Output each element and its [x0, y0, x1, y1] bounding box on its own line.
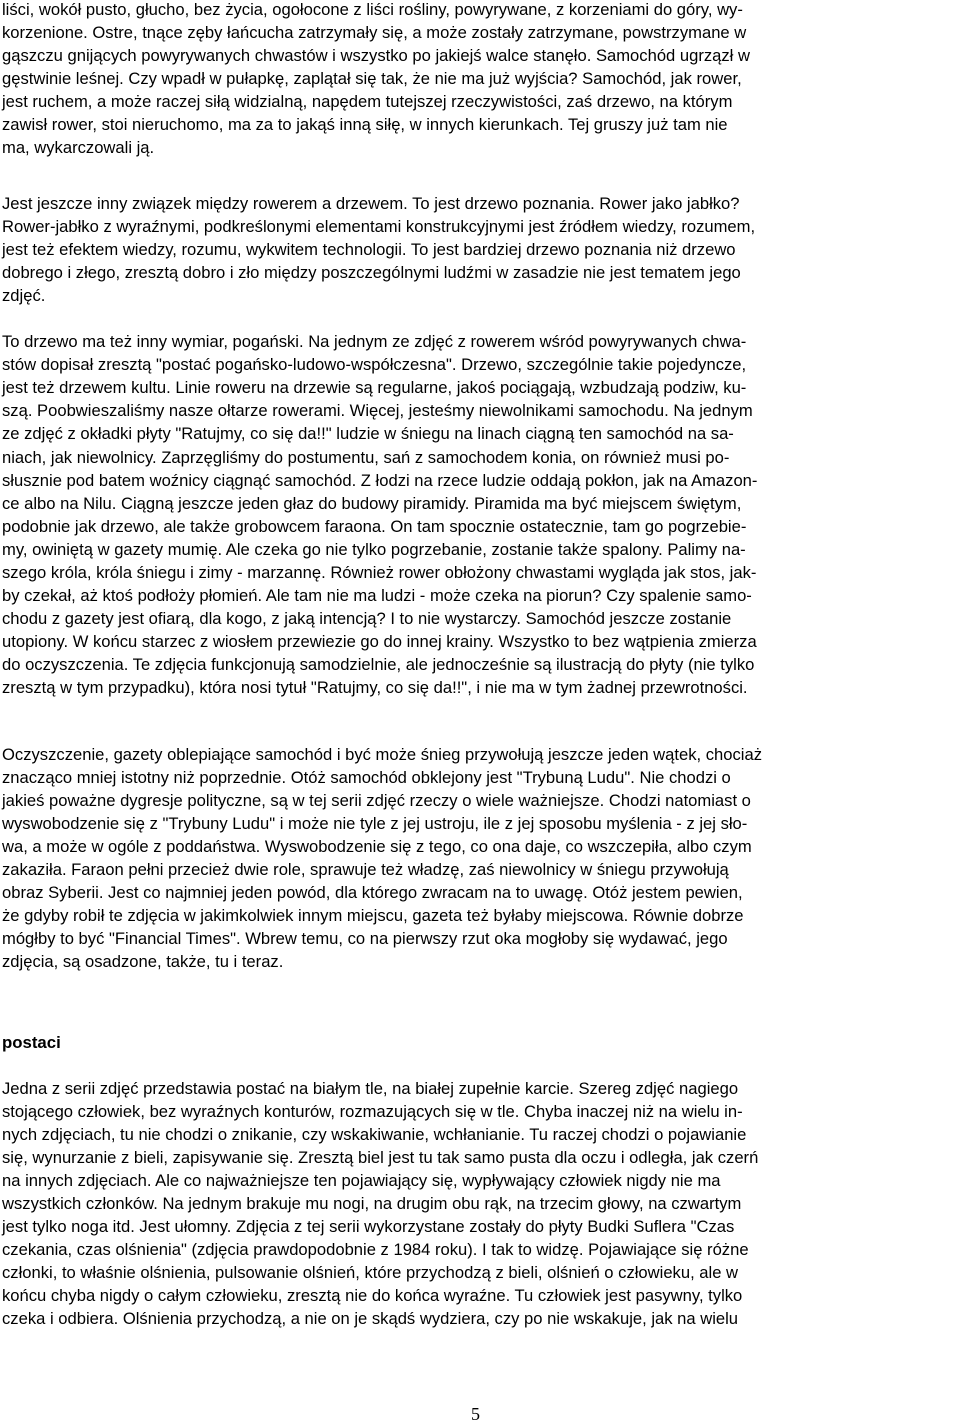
page-number: 5: [471, 1404, 480, 1424]
paragraph-1: liści, wokół pusto, głucho, bez życia, ogołocone z liści rośliny, powyrywane, z korzeniami do góry, wy- korzenione. Ostre, tnące zęby łańcucha zatrzymały się, a może zostały zatrzymane, powstrzymane w gąszczu gnijących powyrywanych chwastów i wszystko po jakiejś walce stanęło. Samochód ugrzązł w gęstwinie leśnej. Czy wpadł w pułapkę, zaplątał się tak, że nie ma już wyjścia? Samochód, jak rower, jest ruchem, a może raczej siłą widzialną, napędem tutejszej rzeczywistości, zaś drzewo, na którym zawisł rower, stoi nieruchomo, ma za to jakąś inną siłę, w innych kierunkach. Tej gruszy już tam nie ma, wykarczowali ją.: [2, 0, 750, 158]
section-heading: postaci: [2, 1033, 61, 1052]
paragraph-3: Oczyszczenie, gazety oblepiające samochód i być może śnieg przywołują jeszcze jeden wątek, chociaż znacząco mniej istotny niż poprzednie. Otóż samochód obklejony jest "Trybuną Ludu". Nie chodzi o jakieś poważne dygresje polityczne, są w tej serii zdjęć rzeczy o wiele ważniejsze. Chodzi natomiast o wyswobodzenie się z "Trybuny Ludu" i może nie tyle z jej ustroju, ile z jej sposobu myślenia - z jej sło- wa, a może w ogóle z poddaństwa. Wyswobodzenie się z tego, co ona daje, co wszczepiła, albo czym zakaziła. Faraon pełni przecież dwie role, sprawuje też władzę, zaś niewolnicy w śniegu przywołują obraz Syberii. Jest co najmniej jeden powód, dla którego zwracam na to uwagę. Otóż jestem pewien, że gdyby robił te zdjęcia w jakimkolwiek innym miejscu, gazeta też byłaby miejscowa. Równie dobrze mógłby to być "Financial Times". Wbrew temu, co na pierwszy rzut oka mogłoby się wydawać, jego zdjęcia, są osadzone, także, tu i teraz.: [2, 745, 762, 972]
section-paragraph: Jedna z serii zdjęć przedstawia postać na białym tle, na białej zupełnie karcie. Szereg zdjęć nagiego stojącego człowiek, bez wyraźnych konturów, rozmazujących się w tle. Chyba inaczej niż na wielu in- nych zdjęciach, tu nie chodzi o znikanie, czy wskakiwanie, wchłanianie. Tu raczej chodzi o pojawianie się, wynurzanie z bieli, zapisywanie się. Zresztą biel jest tu tak samo pusta dla oczu i odległa, jak czerń na innych zdjęciach. Ale co najważniejsze ten pojawiający się, wypływający człowiek nigdy nie ma wszystkich członków. Na jednym brakuje mu nogi, na drugim obu rąk, na trzecim głowy, na czwartym jest tylko noga itd. Jest ułomny. Zdjęcia z tej serii wykorzystane zostały do płyty Budki Suflera "Czas czekania, czas olśnienia" (zdjęcia prawdopodobnie z 1984 roku). I tak to widzę. Pojawiające się różne członki, to właśnie olśnienia, pulsowanie olśnień, które przychodzą z bieli, olśnień o człowieku, ale w końcu chyba nigdy o całym człowieku, zresztą nie do końca wyraźne. Tu człowiek jest pasywny, tylko czeka i odbiera. Olśnienia przychodzą, a nie on je skądś wydziera, czy po nie wskakuje, jak na wielu: [2, 1079, 759, 1329]
paragraph-2: Jest jeszcze inny związek między rowerem a drzewem. To jest drzewo poznania. Rower jako jabłko? Rower-jabłko z wyraźnymi, podkreślonymi elementami konstrukcyjnymi jest źródłem wiedzy, rozumem, jest też efektem wiedzy, rozumu, wykwitem technologii. To jest bardziej drzewo poznania niż drzewo dobrego i złego, zresztą dobro i zło między poszczególnymi ludźmi w zasadzie nie jest tematem jego zdjęć. To drzewo ma też inny wymiar, pogański. Na jednym ze zdjęć z rowerem wśród powyrywanych chwa- stów dopisał zresztą "postać pogańsko-ludowo-współczesna". Drzewo, szczególnie takie pojedyncze, jest też drzewem kultu. Linie roweru na drzewie są regularne, jakoś pociągają, wzbudzają podziw, ku- szą. Poobwieszaliśmy nasze ołtarze rowerami. Więcej, jesteśmy niewolnikami samochodu. Na jednym ze zdjęć z okładki płyty "Ratujmy, co się da!!" ludzie w śniegu na linach ciągną ten samochód na sa- niach, jak niewolnicy. Zaprzęgliśmy do postumentu, sań z samochodem konia, on również musi po- słusznie pod batem woźnicy ciągnąć samochód. Z łodzi na rzece ludzie oddają pokłon, jak na Amazon- ce albo na Nilu. Ciągną jeszcze jeden głaz do budowy piramidy. Piramida ma być miejscem świętym, podobnie jak drzewo, ale także grobowcem faraona. On tam spocznie ostatecznie, tam go pogrzebie- my, owiniętą w gazety mumię. Ale czeka go nie tylko pogrzebanie, zostanie także spalony. Palimy na- szego króla, króla śniegu i zimy - marzannę. Również rower obłożony chwastami wygląda jak stos, jak- by czekał, aż ktoś podłoży płomień. Ale tam nie ma ludzi - może czeka na piorun? Czy spalenie samo- chodu z gazety jest ofiarą, dla kogo, z jaką intencją? I to nie wystarczy. Samochód jeszcze zostanie utopiony. W końcu starzec z wiosłem przewiezie go do innej krainy. Wszystko to bez wątpienia zmierza do oczyszczenia. Te zdjęcia funkcjonują samodzielnie, ale jednocześnie są ilustracją do płyty (nie tylko zresztą w tym przypadku), która nosi tytuł "Ratujmy, co się da!!", i nie ma w tym żadnej przewrotności.: [2, 194, 758, 697]
